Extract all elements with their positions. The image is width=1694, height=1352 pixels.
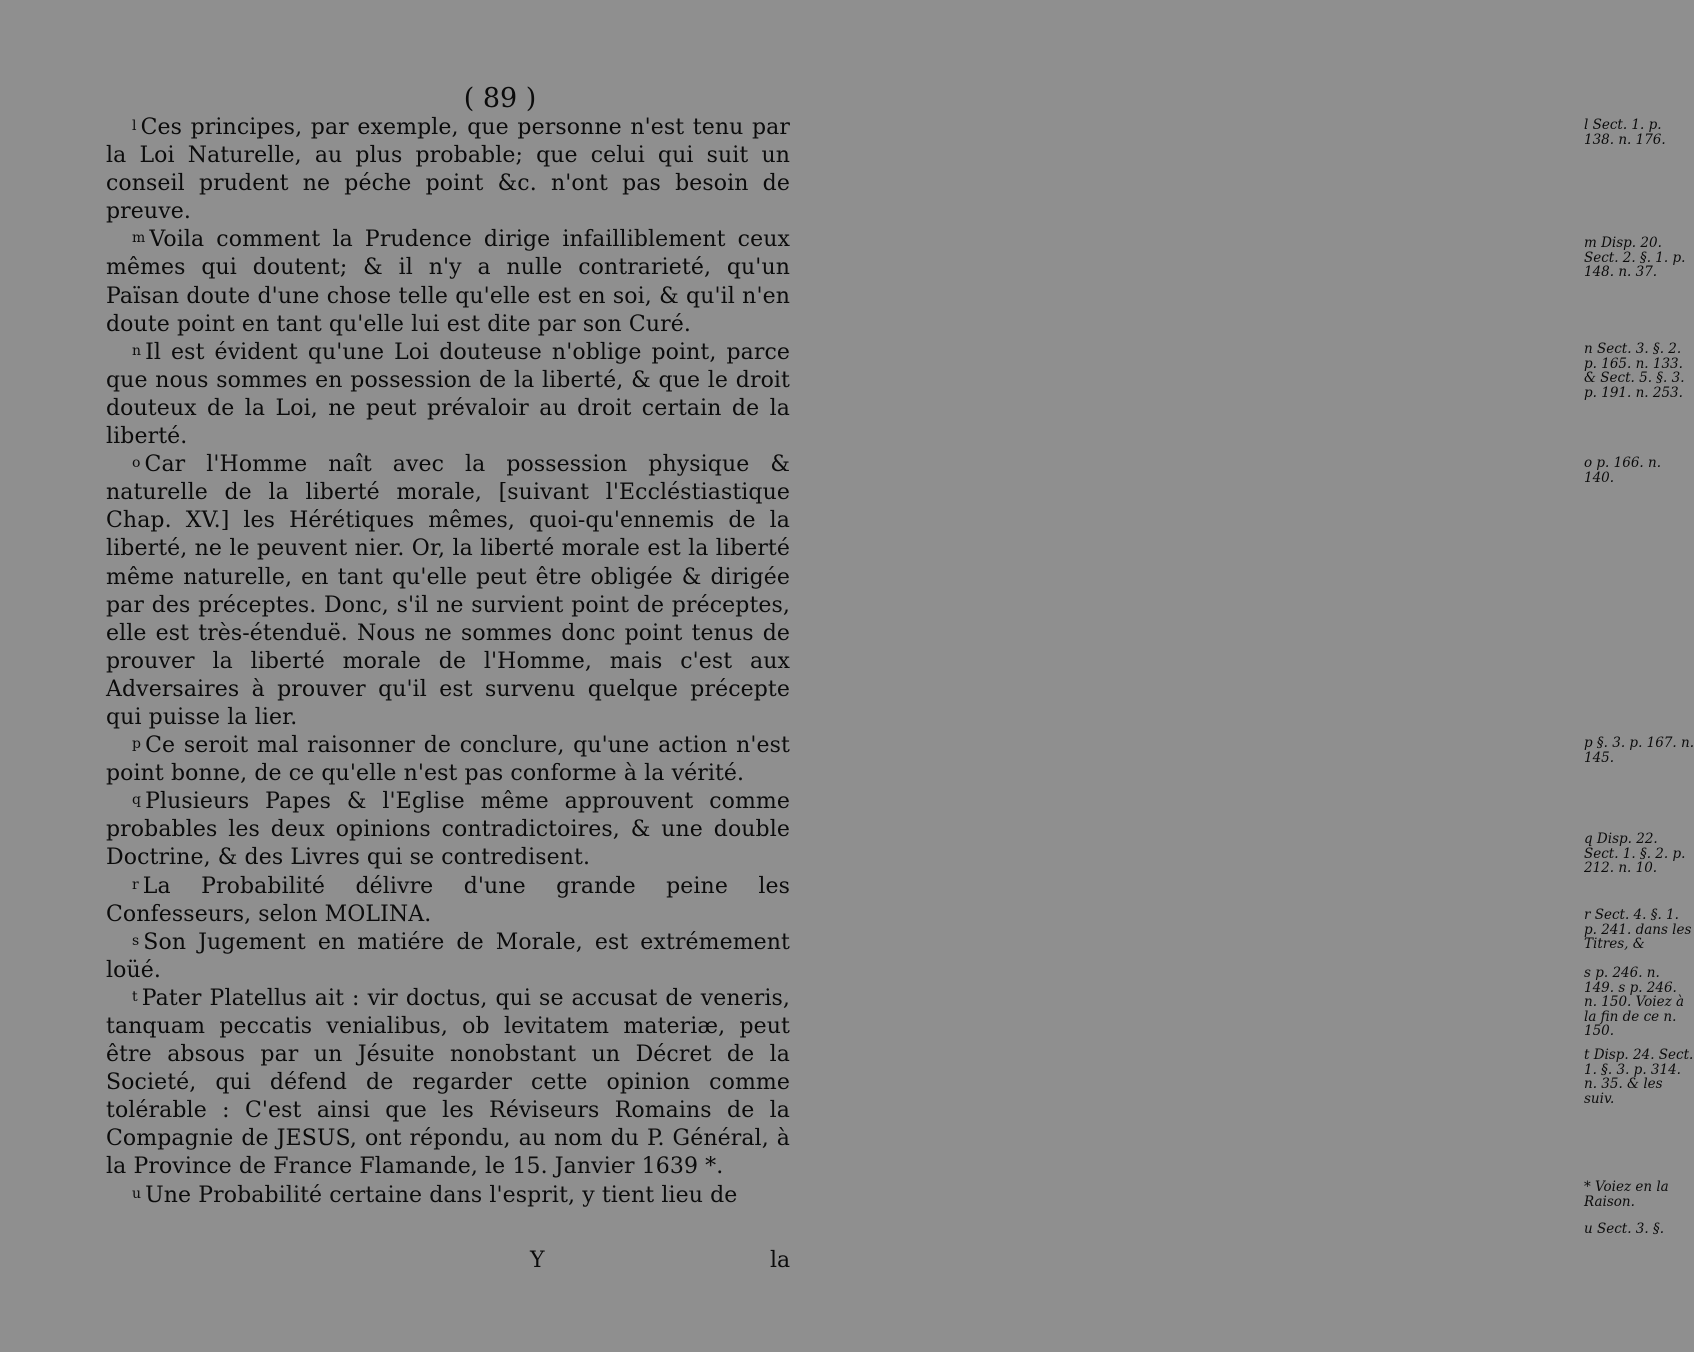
paragraph-l bbox=[106, 114, 790, 226]
margin-note-q: q Disp. 22. Sect. 1. §. 2. p. 212. n. 10. bbox=[1584, 831, 1686, 877]
note-mark: p bbox=[132, 736, 142, 753]
paragraph-text: La Probabilité délivre d'une grande peine les Confesseurs, selon MOLINA. bbox=[106, 873, 790, 927]
paragraph-text: Ces principes, par exemple, que personne n'est tenu par la Loi Naturelle, au plus probable; que celui qui suit un conseil prudent ne péche point &c. n'ont pas besoin de preuve. bbox=[106, 115, 790, 225]
paragraph-text: Il est évident qu'une Loi douteuse n'oblige point, parce que nous sommes en possession de la liberté, & que le droit douteux de la Loi, ne peut prévaloir au droit certain de la liberté. bbox=[106, 339, 790, 450]
paragraph-q bbox=[106, 788, 790, 872]
margin-note-star: * Voiez en la Raison. bbox=[1584, 1179, 1669, 1210]
margin-note-l: l Sect. 1. p. 138. n. 176. bbox=[1584, 117, 1666, 148]
paragraph-text: Ce seroit mal raisonner de conclure, qu'une action n'est point bonne, de ce qu'elle n'est pas conforme à la vérité. bbox=[106, 733, 790, 787]
signature-mark: Y bbox=[530, 1248, 545, 1273]
catchword: la bbox=[770, 1248, 791, 1273]
note-mark: l bbox=[132, 118, 137, 134]
main-text-column bbox=[106, 114, 790, 1210]
margin-note-p: p §. 3. p. 167. n. 145. bbox=[1584, 735, 1694, 766]
paragraph-r bbox=[106, 873, 790, 929]
paragraph-text: Pater Platellus ait : vir doctus, qui se accusat de veneris, tanquam peccatis venialibus, ob levitatem materiæ, peut être absous par un Jésuite nonobstant un Décret de la Societé, qui défend de regarder cette opinion comme tolérable : C'est ainsi que les Réviseurs Romains de la Compagnie de JESUS, ont répondu, au nom du P. Général, à la Province de France Flamande, le 15. Janvier 1639 *. bbox=[106, 985, 790, 1180]
paragraph-text: Une Probabilité certaine dans l'esprit, y tient lieu de bbox=[145, 1182, 738, 1208]
margin-note-u: u Sect. 3. §. bbox=[1584, 1221, 1665, 1237]
note-mark: n bbox=[132, 342, 142, 359]
margin-note-r: r Sect. 4. §. 1. p. 241. dans les Titres, & bbox=[1584, 907, 1692, 953]
paragraph-o bbox=[106, 451, 790, 732]
margin-note-t: t Disp. 24. Sect. 1. §. 3. p. 314. n. 35. & les suiv. bbox=[1584, 1047, 1694, 1107]
paragraph-s bbox=[106, 929, 790, 985]
note-mark: m bbox=[132, 230, 146, 247]
paragraph-p bbox=[106, 732, 790, 788]
paragraph-text: Voila comment la Prudence dirige infailliblement ceux mêmes qui doutent; & il n'y a nulle contrarieté, qu'un Païsan doute d'une chose telle qu'elle est en soi, & qu'il n'en doute point en tant qu'elle lui est dite par son Curé. bbox=[106, 227, 790, 337]
paragraph-text: Plusieurs Papes & l'Eglise même approuvent comme probables les deux opinions contradictoires, & une double Doctrine, & des Livres qui se contredisent. bbox=[106, 789, 790, 871]
paragraph-text: Son Jugement en matiére de Morale, est extrémement loüé. bbox=[106, 929, 790, 983]
page-number: ( 89 ) bbox=[463, 83, 537, 114]
paragraph-m bbox=[106, 226, 790, 338]
note-mark: s bbox=[132, 932, 140, 949]
margin-note-o: o p. 166. n. 140. bbox=[1584, 455, 1661, 486]
note-mark: u bbox=[132, 1185, 142, 1202]
note-mark: r bbox=[132, 876, 139, 893]
margin-note-m: m Disp. 20. Sect. 2. §. 1. p. 148. n. 37. bbox=[1584, 235, 1686, 281]
note-mark: q bbox=[132, 792, 142, 809]
note-mark: t bbox=[132, 988, 138, 1005]
paragraph-u bbox=[106, 1182, 790, 1210]
paragraph-t bbox=[106, 985, 790, 1182]
paragraph-text: Car l'Homme naît avec la possession physique & naturelle de la liberté morale, [suivant l'Eccléstiastique Chap. XV.] les Hérétiques mêmes, quoi-qu'ennemis de la liberté, ne le peuvent nier. Or, la liberté morale est la liberté même naturelle, en tant qu'elle peut être obligée & dirigée par des préceptes. Donc, s'il ne survient point de préceptes, elle est très-étenduë. Nous ne sommes donc point tenus de prouver la liberté morale de l'Homme, mais c'est aux Adversaires à prouver qu'il est survenu quelque précepte qui puisse la lier. bbox=[106, 452, 790, 730]
note-mark: o bbox=[132, 455, 141, 472]
margin-note-n: n Sect. 3. §. 2. p. 165. n. 133. & Sect. 5. §. 3. p. 191. n. 253. bbox=[1584, 341, 1685, 401]
paragraph-n bbox=[106, 339, 790, 451]
margin-note-s: s p. 246. n. 149. s p. 246. n. 150. Voiez à la fin de ce n. 150. bbox=[1584, 965, 1685, 1040]
